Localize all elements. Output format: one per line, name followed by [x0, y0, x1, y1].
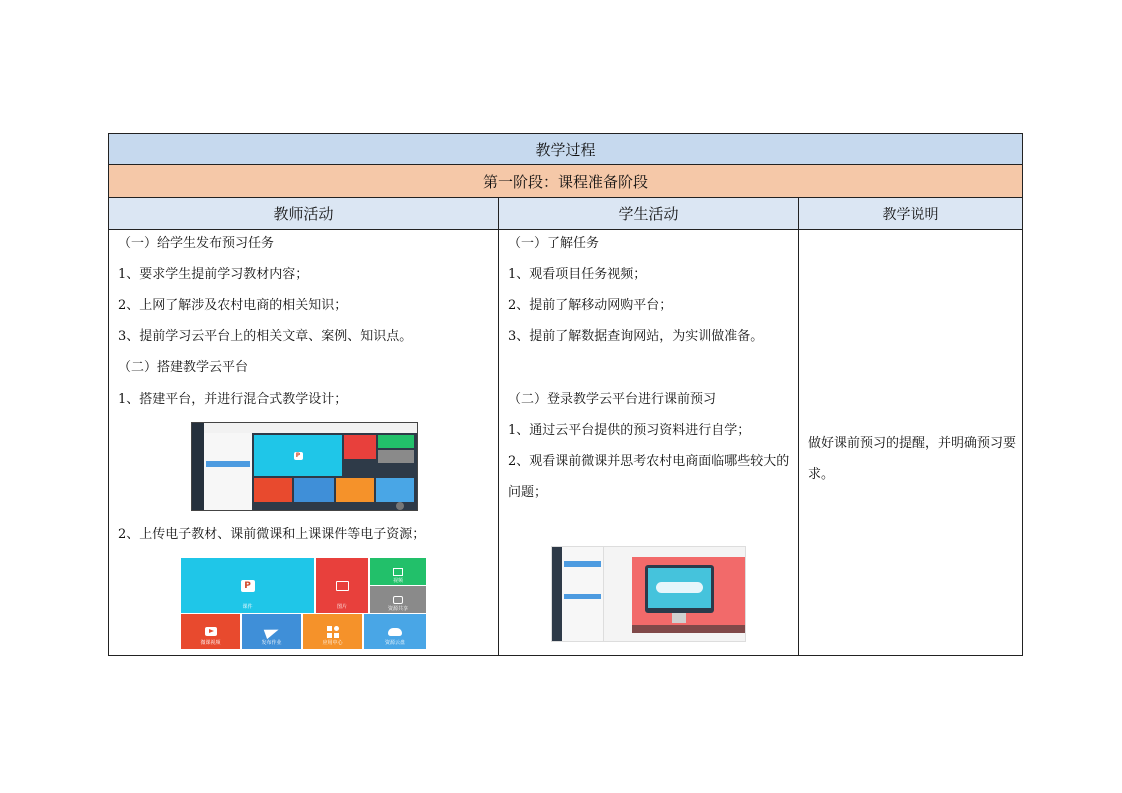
teaching-process-table [108, 133, 1023, 656]
column-headers [109, 198, 1022, 230]
student-heading-1: （一）了解任务 [508, 236, 600, 251]
video-play-icon [205, 627, 217, 636]
teacher-line-4: 1、搭建平台，并进行混合式教学设计； [118, 392, 348, 407]
teacher-line-3: 3、提前学习云平台上的相关文章、案例、知识点。 [118, 329, 413, 344]
student-line-2: 2、提前了解移动网购平台； [508, 298, 673, 313]
micro-lesson-screenshot [551, 546, 746, 642]
cloud-tile: 资源云盘 [364, 614, 426, 649]
teacher-activity-cell [109, 230, 499, 655]
teacher-heading-1: （一）给学生发布预习任务 [118, 236, 275, 251]
send-tile: 发布作业 [242, 614, 301, 649]
student-line-3: 3、提前了解数据查询网站，为实训做准备。 [508, 329, 764, 344]
video-tile: 微课视频 [181, 614, 240, 649]
student-column-header: 学生活动 [499, 198, 799, 229]
grid-tile: 应用中心 [303, 614, 362, 649]
student-line-1: 1、观看项目任务视频； [508, 267, 647, 282]
student-heading-2: （二）登录教学云平台进行课前预习 [508, 392, 717, 407]
teacher-column-header: 教师活动 [109, 198, 499, 229]
powerpoint-icon: P [241, 580, 255, 592]
table-title: 教学过程 [109, 134, 1022, 165]
platform-screenshot-1 [191, 422, 418, 511]
cloud-icon [388, 628, 402, 636]
teacher-line-2: 2、上网了解涉及农村电商的相关知识； [118, 298, 348, 313]
note-column-header: 教学说明 [882, 206, 939, 223]
content-row [109, 230, 1022, 655]
student-activity-cell [499, 230, 799, 655]
teaching-note: 做好课前预习的提醒，并明确预习要求。 [808, 436, 1017, 482]
teacher-line-1: 1、要求学生提前学习教材内容； [118, 267, 309, 282]
image-icon [336, 581, 349, 591]
stage-title: 第一阶段：课程准备阶段 [109, 165, 1022, 198]
teaching-note-cell [799, 230, 1022, 655]
platform-screenshot-2: P 课件 图片 视频 资源共享 微课视频 发布作业 应用中心 资源云盘 [180, 557, 427, 650]
grid-icon [327, 626, 339, 638]
image-tile: 图片 [316, 558, 368, 613]
student-line-4: 1、通过云平台提供的预习资料进行自学； [508, 423, 751, 438]
powerpoint-tile: P 课件 [181, 558, 314, 613]
paper-plane-icon [263, 624, 280, 638]
powerpoint-icon: P [254, 435, 342, 476]
teacher-heading-2: （二）搭建教学云平台 [118, 360, 249, 375]
student-line-5: 2、观看课前微课并思考农村电商面临哪些较大的问题； [508, 454, 790, 500]
teacher-line-5: 2、上传电子教材、课前微课和上课课件等电子资源； [118, 527, 426, 542]
